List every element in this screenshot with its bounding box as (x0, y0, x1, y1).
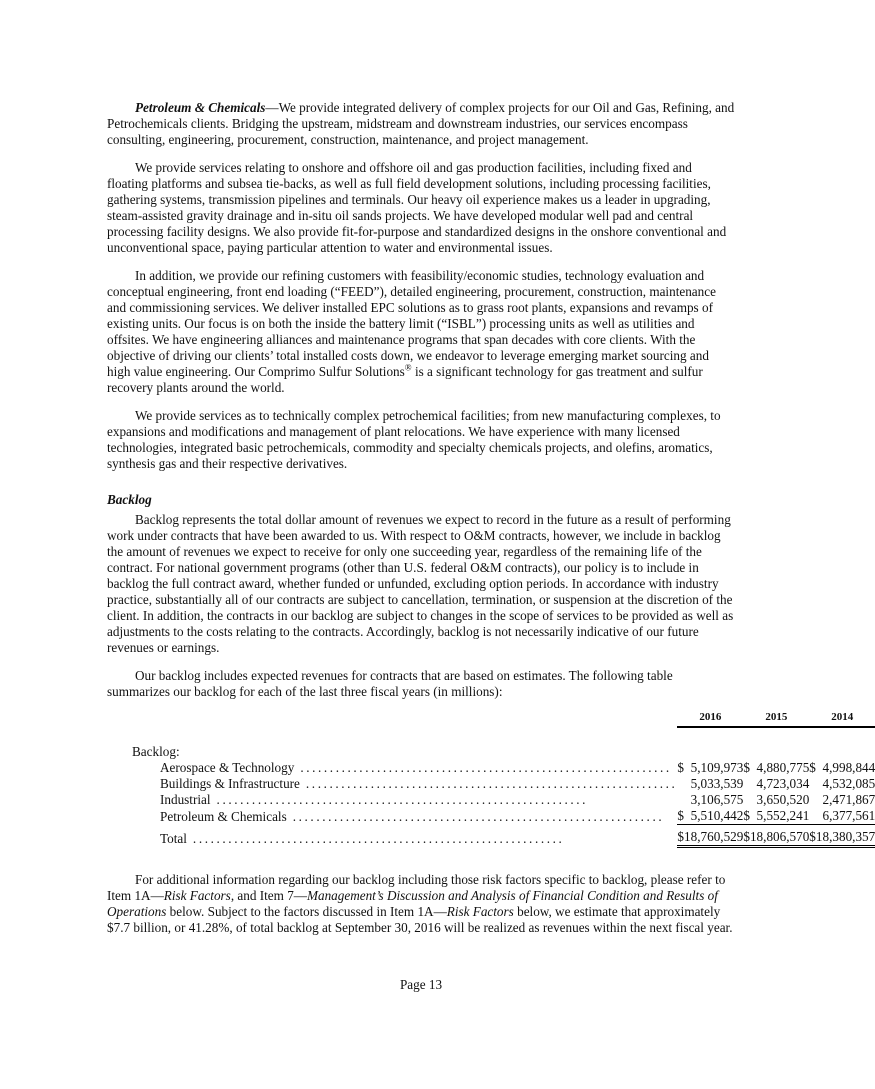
cell-value: 5,033,539 (690, 776, 744, 791)
paragraph-text: , and Item 7— (230, 888, 307, 903)
table-cell-total: $18,380,357 (809, 825, 875, 847)
cell-value: 3,106,575 (690, 792, 744, 807)
table-cell (743, 760, 809, 776)
table-cell (809, 760, 875, 776)
table-section-label: Backlog: (132, 744, 180, 759)
paragraph-petrochemical-services: We provide services as to technically complex petrochemical facilities; from new manufacturing complexes, to expansions and modifications and management of plant relocations. We have experience with many licensed technologies, integrated basic petrochemicals, commodity and specialty chemicals projects, and olefins, aromatics, synthesis gas and their respective derivatives. (107, 408, 721, 471)
table-cell (743, 792, 809, 808)
registered-mark: ® (404, 362, 412, 373)
dot-leader: ............................................................... (300, 760, 672, 775)
cell-value: 3,650,520 (756, 792, 810, 807)
row-label: Petroleum & Chemicals (160, 808, 287, 824)
cell-value: 5,552,241 (756, 808, 810, 823)
table-cell (809, 808, 875, 825)
table-cell (743, 808, 809, 825)
column-header-year: 2015 (743, 710, 809, 727)
row-label: Industrial (160, 792, 211, 807)
paragraph-refining-services (107, 268, 735, 396)
dot-leader: ............................................................... (305, 776, 678, 791)
cell-value: 4,880,775 (756, 760, 810, 775)
row-label: Aerospace & Technology (160, 760, 295, 775)
document-page (107, 100, 875, 948)
paragraph-text: —We provide integrated delivery of complex projects for our Oil and Gas, Refining, and Petrochemicals clients. Bridging the upstream, midstream and downstream industries, our services encompass consulting, engineering, procurement, construction, maintenance, and project management. (107, 100, 735, 147)
cell-value: 4,998,844 (822, 760, 875, 775)
table-cell (677, 776, 743, 792)
reference-mdna: Management’s Discussion and Analysis of Financial Condition and Results of Operations (107, 888, 718, 919)
dot-leader: ............................................................... (292, 808, 665, 824)
paragraph-text: For additional information regarding our backlog including those risk factors specific to backlog, please refer to Item 1A— (107, 872, 726, 903)
table-row (132, 776, 875, 792)
table-row (132, 760, 875, 776)
cell-value: 5,109,973 (690, 760, 744, 775)
paragraph-oil-gas-services: We provide services relating to onshore and offshore oil and gas production facilities, including fixed and floating platforms and subsea tie-backs, as well as full field development solutions, including processing facilities, gathering systems, transmission pipelines and terminals. Our heavy oil experience makes us a leader in upgrading, steam-assisted gravity drainage and in-situ oil sands projects. We have developed modular well pad and central processing facility designs. We also provide fit-for-purpose and standardized designs in the onshore conventional and unconventional space, paying particular attention to water and environmental issues. (107, 160, 727, 255)
table-cell (809, 776, 875, 792)
table-row (132, 792, 875, 808)
currency-symbol: $ (677, 760, 685, 775)
table-cell (743, 776, 809, 792)
cell-value: 6,377,561 (822, 808, 875, 823)
paragraph-text: below. Subject to the factors discussed in Item 1A— (166, 904, 447, 919)
dot-leader: ............................................................... (216, 792, 589, 807)
cell-value: 4,532,085 (822, 776, 875, 791)
table-cell (677, 808, 743, 825)
table-cell (809, 792, 875, 808)
dot-leader: ............................................................... (192, 830, 565, 846)
reference-risk-factors: Risk Factors (163, 888, 231, 903)
currency-symbol: $ (809, 760, 816, 775)
paragraph-backlog-table-intro: Our backlog includes expected revenues for contracts that are based on estimates. The following table summarizes our backlog for each of the last three fiscal years (in millions): (107, 668, 673, 699)
column-header-year: 2014 (809, 710, 875, 727)
paragraph-backlog-definition: Backlog represents the total dollar amount of revenues we expect to record in the future as a result of performing work under contracts that have been awarded to us. With respect to O&M contracts, however, we include in backlog the amount of revenues we expect to receive for only one succeeding year, regardless of the remaining life of the contract. For national government programs (other than U.S. federal O&M contracts), our policy is to include in backlog the full contract award, whether funded or unfunded, excluding option periods. In accordance with industry practice, substantially all of our contracts are subject to cancellation, termination, or suspension at the discretion of the client. In addition, the contracts in our backlog are subject to changes in the scope of services to be provided as well as adjustments to the costs relating to the contracts. Accordingly, backlog is not necessarily indicative of our future revenues or earnings. (107, 512, 734, 655)
table-cell (677, 792, 743, 808)
table-row (132, 808, 875, 825)
paragraph-text: In addition, we provide our refining customers with feasibility/economic studies, technology evaluation and conceptual engineering, front end loading (“FEED”), detailed engineering, procurement, construction, maintenance and commissioning services. We deliver installed EPC solutions as to grass root plants, expansions and revamps of existing units. Our focus is on both the inside the battery limit (“ISBL”) processing units as well as utilities and offsites. We have engineering alliances and maintenance programs that span decades with core clients. With the objective of driving our clients’ total installed costs down, we endeavor to leverage emerging market sourcing and high value engineering. Our Comprimo Sulfur Solutions (107, 268, 716, 379)
cell-value: 2,471,867 (822, 792, 875, 807)
segment-heading-petroleum-chemicals: Petroleum & Chemicals (135, 100, 266, 115)
page-number: Page 13 (399, 977, 443, 992)
currency-symbol: $ (677, 808, 685, 823)
cell-value: 4,723,034 (756, 776, 810, 791)
table-cell (677, 760, 743, 776)
table-header-row (132, 710, 875, 727)
table-cell-total: $18,760,529 (677, 825, 743, 847)
paragraph-text: is a significant technology for gas treatment and sulfur recovery plants around the world. (107, 364, 703, 395)
table-cell-total: $18,806,570 (743, 825, 809, 847)
paragraph-backlog-additional-info (107, 872, 735, 936)
row-label: Buildings & Infrastructure (160, 776, 300, 791)
paragraph-text: below, we estimate that approximately $7.7 billion, or 41.28%, of total backlog at September 30, 2016 will be realized as revenues within the next fiscal year. (107, 904, 733, 935)
currency-symbol: $ (743, 808, 750, 823)
table-total-row (132, 825, 875, 847)
currency-symbol: $ (743, 760, 750, 775)
backlog-table (132, 710, 875, 848)
table-section-row (132, 744, 875, 760)
reference-risk-factors: Risk Factors (446, 904, 514, 919)
paragraph-petroleum-chemicals (107, 100, 735, 148)
column-header-year: 2016 (677, 710, 743, 727)
cell-value: 5,510,442 (690, 808, 744, 823)
section-heading-backlog: Backlog (107, 492, 152, 507)
row-label-total: Total (160, 830, 187, 846)
